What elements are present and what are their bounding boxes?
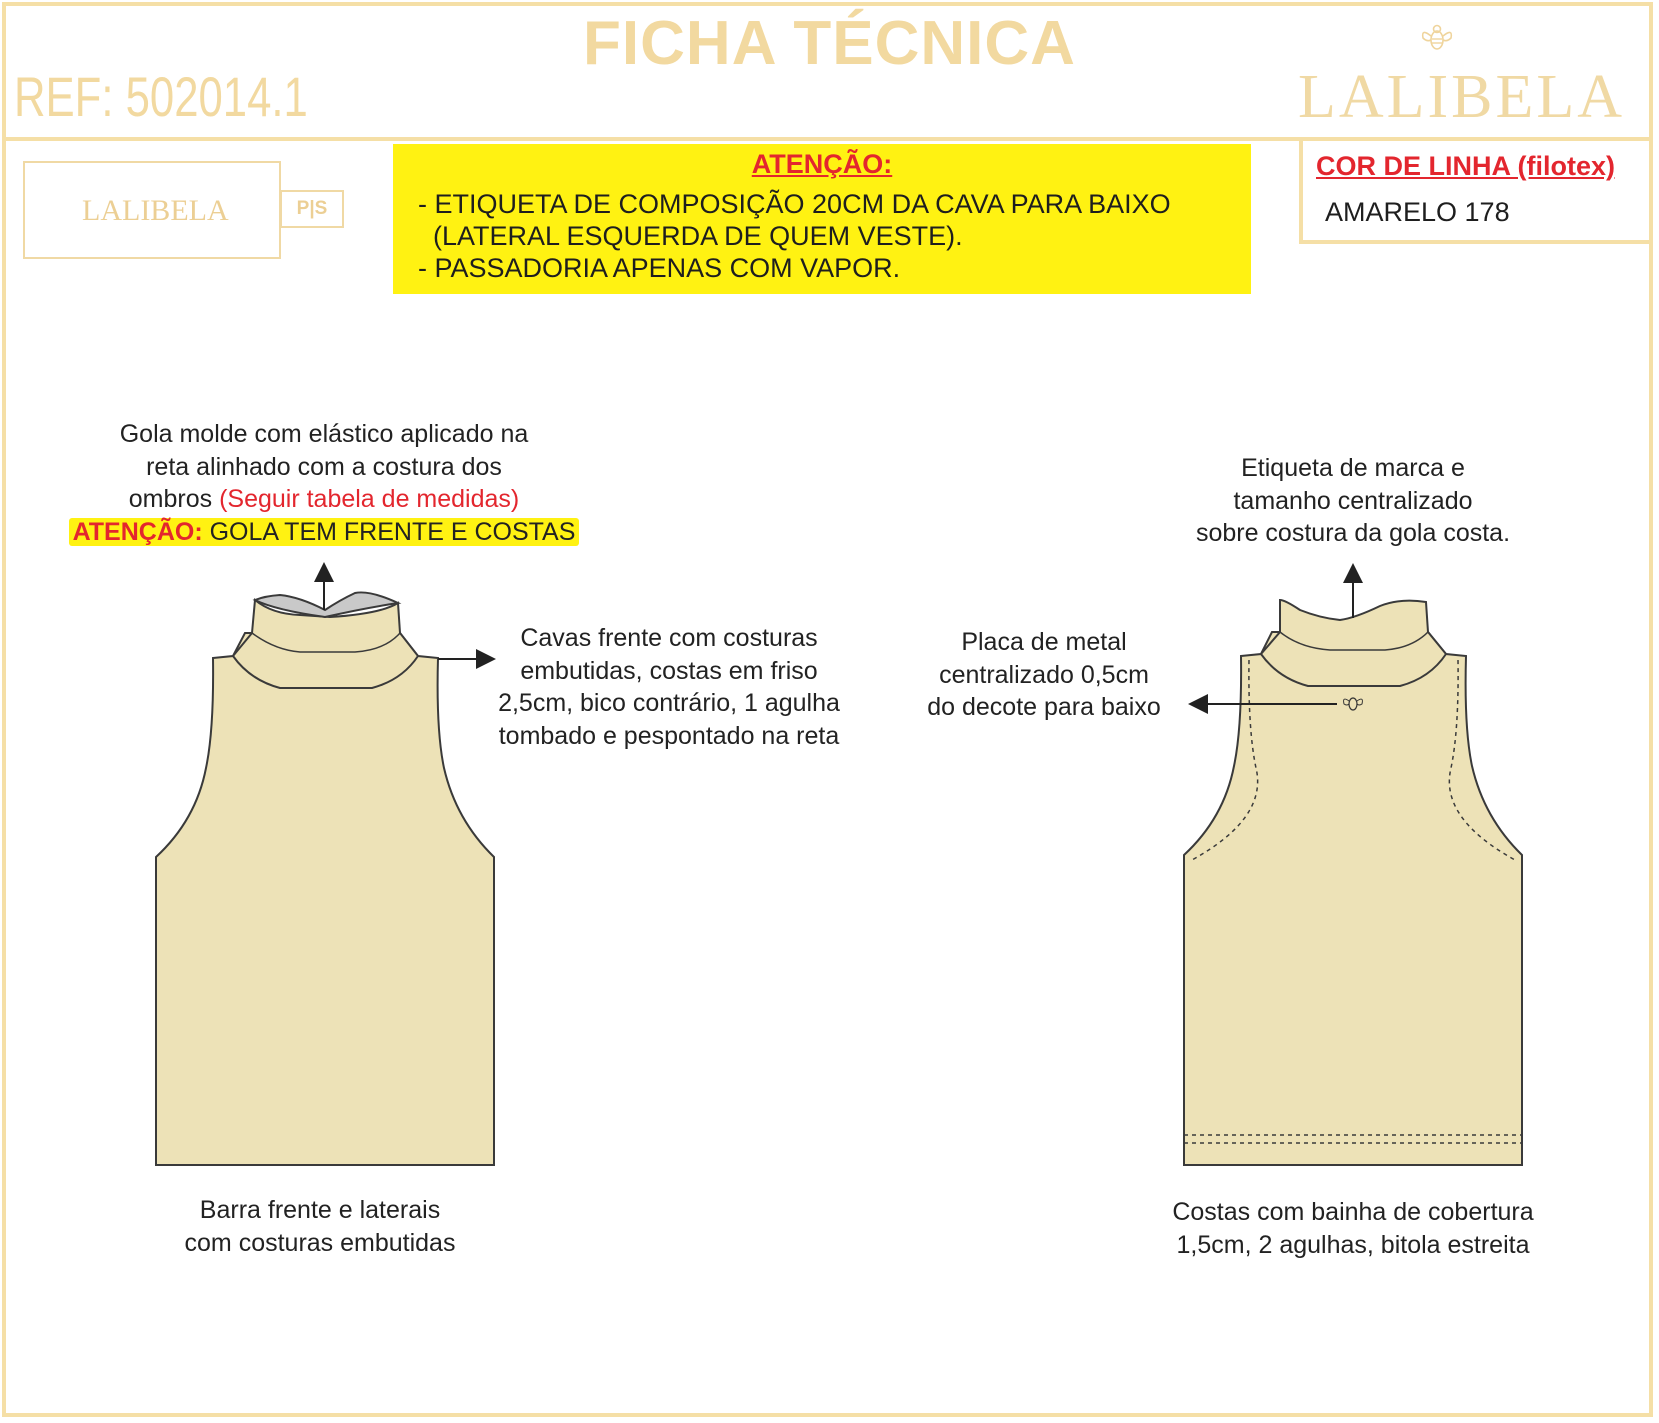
back-hem-note-line: 1,5cm, 2 agulhas, bitola estreita [1176, 1230, 1530, 1259]
front-hem-note-line: com costuras embutidas [184, 1228, 456, 1257]
attention-line: (LATERAL ESQUERDA DE QUEM VESTE). [418, 221, 963, 251]
collar-attention-text: GOLA TEM FRENTE E COSTAS [202, 517, 576, 546]
brand-label-note-line: tamanho centralizado [1233, 486, 1473, 515]
metal-plate-note-line: do decote para baixo [927, 693, 1161, 721]
size-tag: P|S [280, 190, 344, 228]
collar-attention-label: ATENÇÃO: [72, 517, 203, 546]
armhole-note-line: embutidas, costas em friso [520, 656, 818, 685]
collar-note-reference: (Seguir tabela de medidas) [219, 485, 520, 513]
attention-line: - ETIQUETA DE COMPOSIÇÃO 20CM DA CAVA PARA BAIXO [418, 189, 1171, 219]
metal-plate-note-line: Placa de metal [961, 628, 1127, 656]
armhole-note-line: tombado e pespontado na reta [498, 721, 840, 750]
armhole-note-line: Cavas frente com costuras [520, 624, 818, 652]
back-hem-note-line: Costas com bainha de cobertura [1172, 1198, 1534, 1226]
thread-color-title: COR DE LINHA (filotex) [1316, 151, 1615, 181]
attention-title: ATENÇÃO: [751, 149, 893, 179]
reference-code: REF: 502014.1 [14, 65, 308, 128]
collar-note-line: reta alinhado com a costura dos [146, 452, 502, 481]
brand-label-note-line: sobre costura da gola costa. [1195, 519, 1511, 547]
brand-label-note-line: Etiqueta de marca e [1241, 454, 1465, 482]
page-title: FICHA TÉCNICA [583, 9, 1076, 78]
collar-note-line: Gola molde com elástico aplicado na [119, 420, 529, 448]
label-brand-text: LALIBELA [82, 194, 229, 227]
back-garment-drawing [1184, 573, 1522, 1165]
collar-note-text: ombros [128, 485, 220, 513]
front-body [156, 633, 494, 1165]
thread-color-value: AMARELO 178 [1325, 197, 1510, 227]
front-hem-note-line: Barra frente e laterais [199, 1196, 441, 1224]
armhole-note-line: 2,5cm, bico contrário, 1 agulha [498, 689, 840, 717]
brand-logo: LALIBELA [1298, 63, 1626, 131]
metal-plate-note-line: centralizado 0,5cm [939, 660, 1149, 689]
attention-line: - PASSADORIA APENAS COM VAPOR. [418, 253, 901, 283]
back-body [1184, 632, 1522, 1165]
front-garment-drawing [156, 572, 494, 1165]
